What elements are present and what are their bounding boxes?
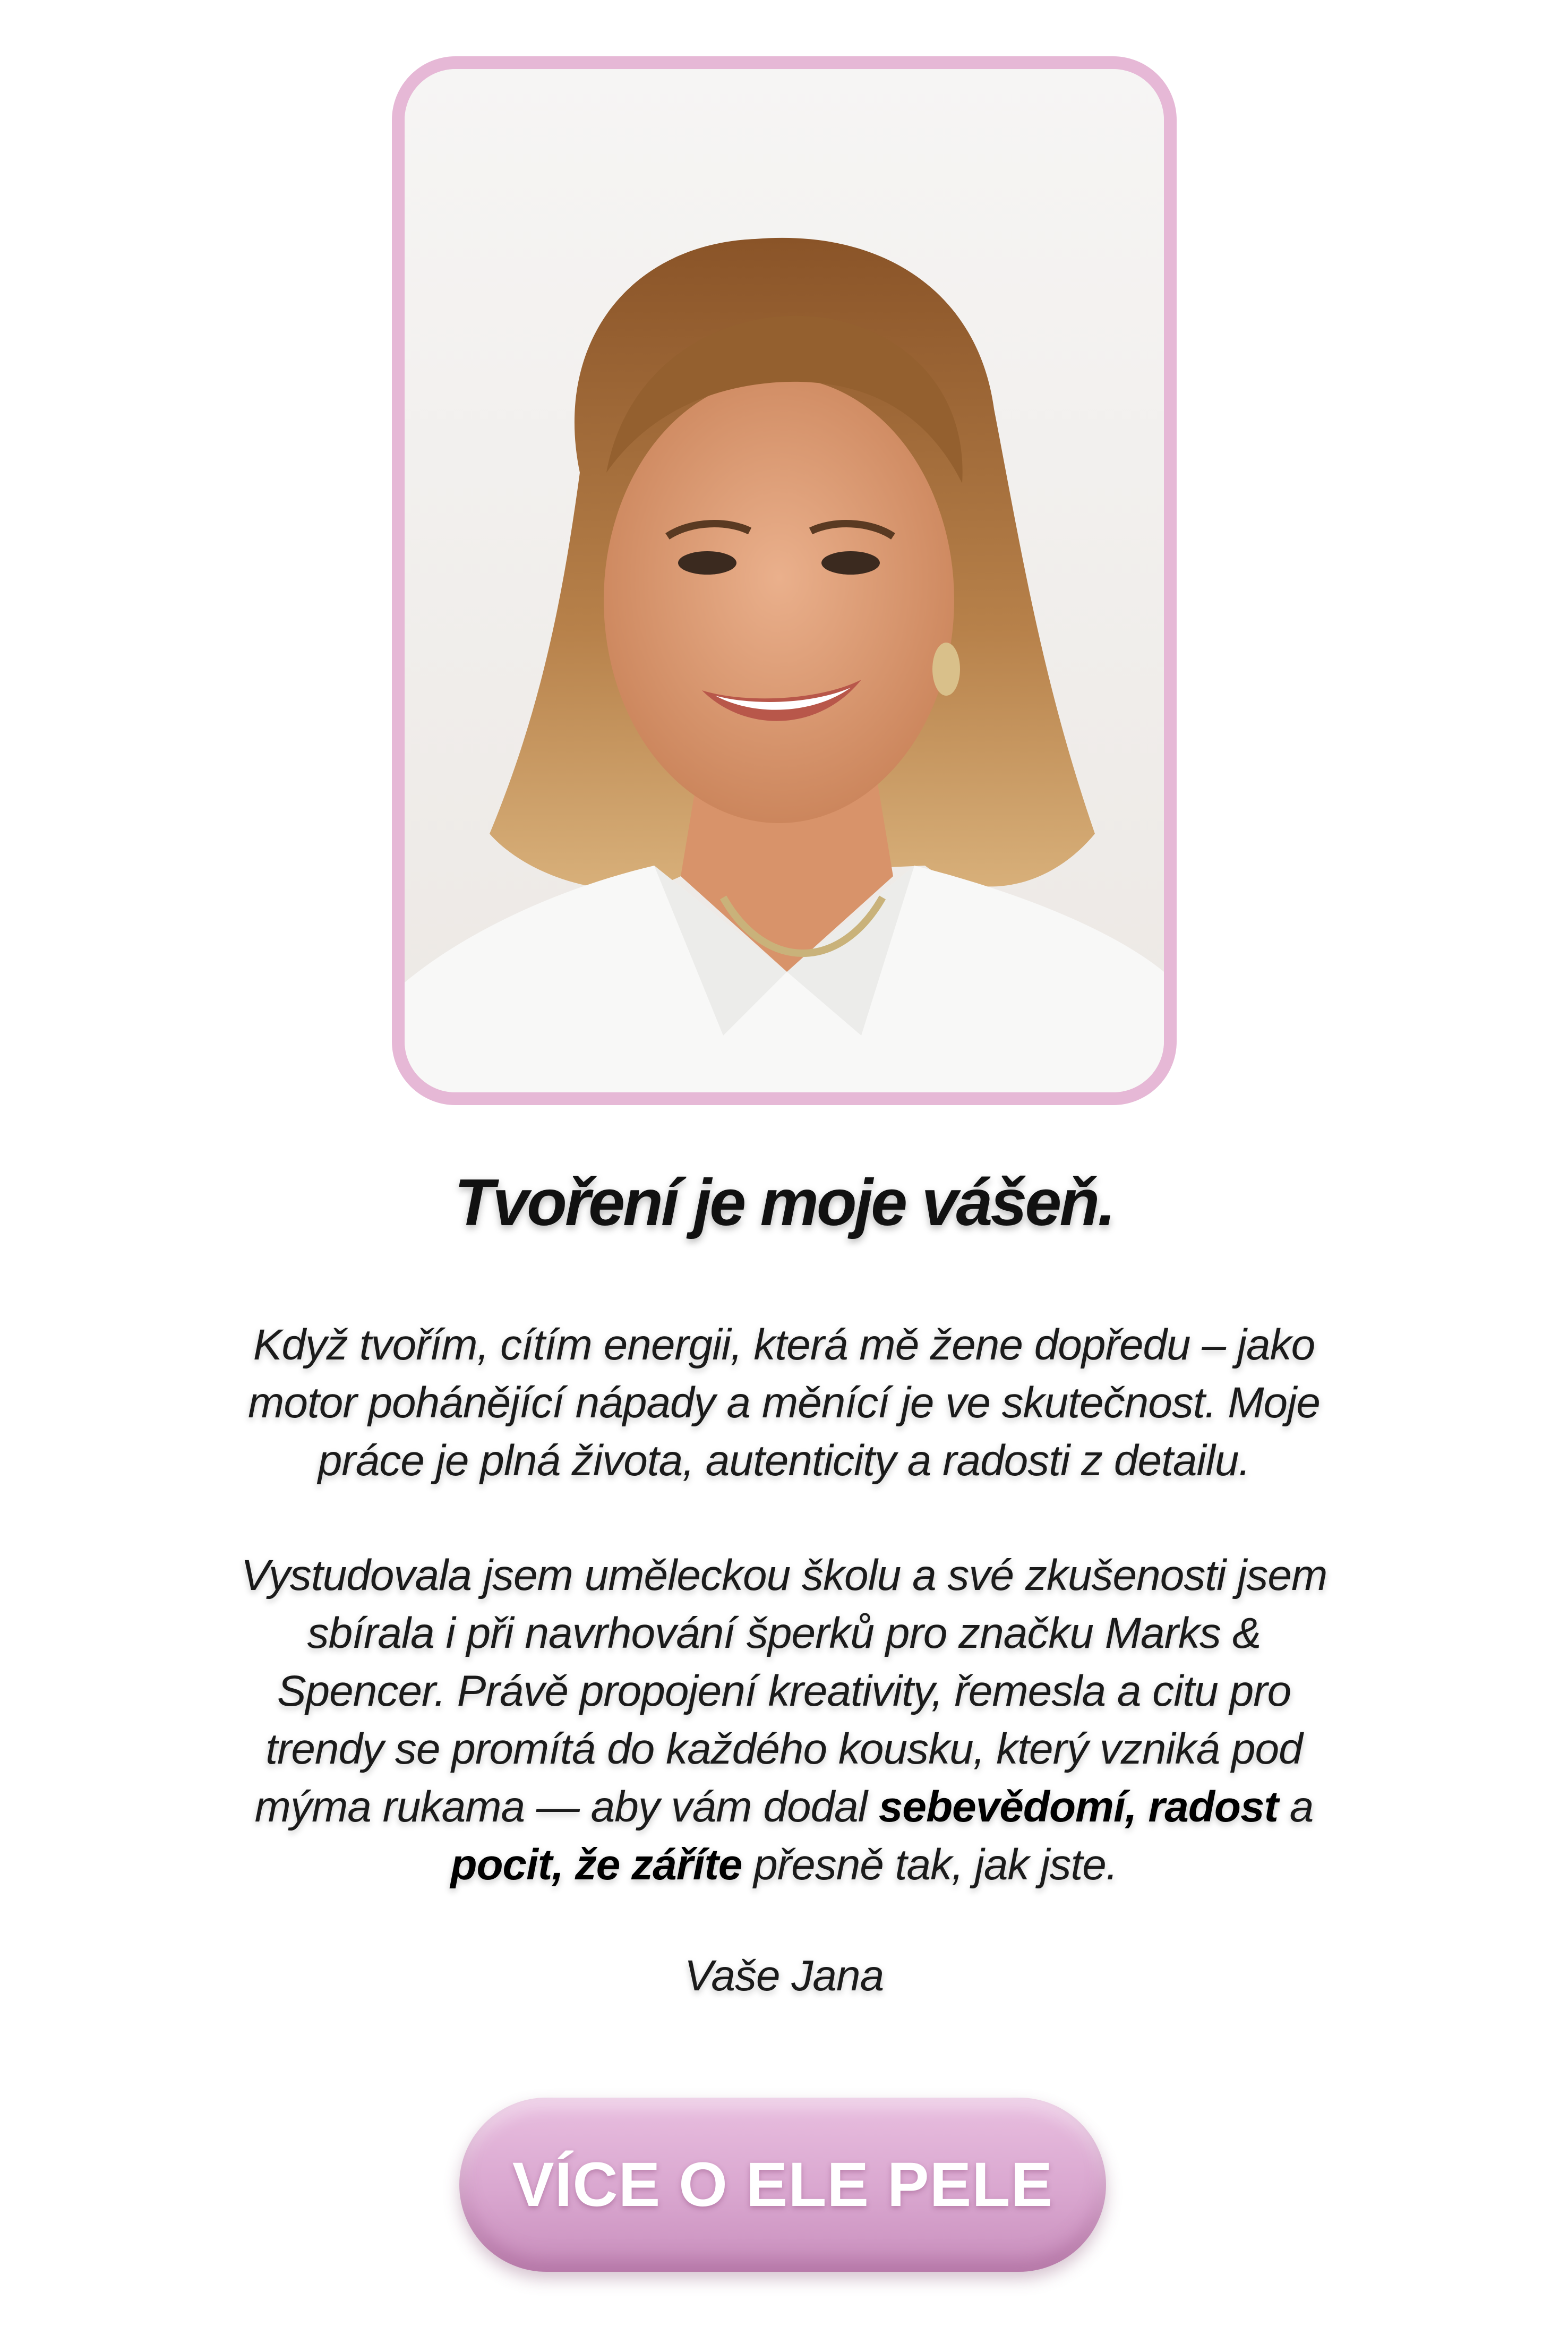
bio-line-1: Vystudovala jsem uměleckou školu a své zkušenosti jsem — [241, 1551, 1327, 1600]
intro-line-1: Když tvořím, cítím energii, která mě žene dopředu – jako — [253, 1321, 1315, 1369]
bio-line-4: trendy se promítá do každého kousku, který vzniká pod — [265, 1725, 1303, 1773]
bio-line-2: sbírala i při navrhování šperků pro značku Marks & — [307, 1609, 1261, 1657]
bio-paragraph — [159, 1546, 1409, 1894]
bio-line-5-start: mýma rukama — aby vám dodal — [254, 1783, 879, 1831]
more-about-button-label: VÍCE O ELE PELE — [512, 2150, 1053, 2220]
portrait-photo — [392, 56, 1177, 1105]
intro-paragraph — [159, 1316, 1409, 1490]
bio-emphasis-shine: pocit, že záříte — [450, 1841, 742, 1889]
more-about-button[interactable] — [459, 2098, 1106, 2272]
section-heading: Tvoření je moje vášeň. — [454, 1166, 1114, 1239]
portrait-image — [405, 69, 1164, 1092]
bio-emphasis-confidence: sebevědomí, radost — [878, 1783, 1278, 1831]
bio-line-5-end: a — [1278, 1783, 1314, 1831]
signature: Vaše Jana — [684, 1952, 884, 2000]
intro-line-3: práce je plná života, autenticity a radosti z detailu. — [318, 1436, 1250, 1485]
intro-line-2: motor pohánějící nápady a měnící je ve skutečnost. Moje — [248, 1379, 1320, 1427]
bio-line-3: Spencer. Právě propojení kreativity, řemesla a citu pro — [277, 1667, 1291, 1715]
bio-line-6-end: přesně tak, jak jste. — [742, 1841, 1118, 1889]
